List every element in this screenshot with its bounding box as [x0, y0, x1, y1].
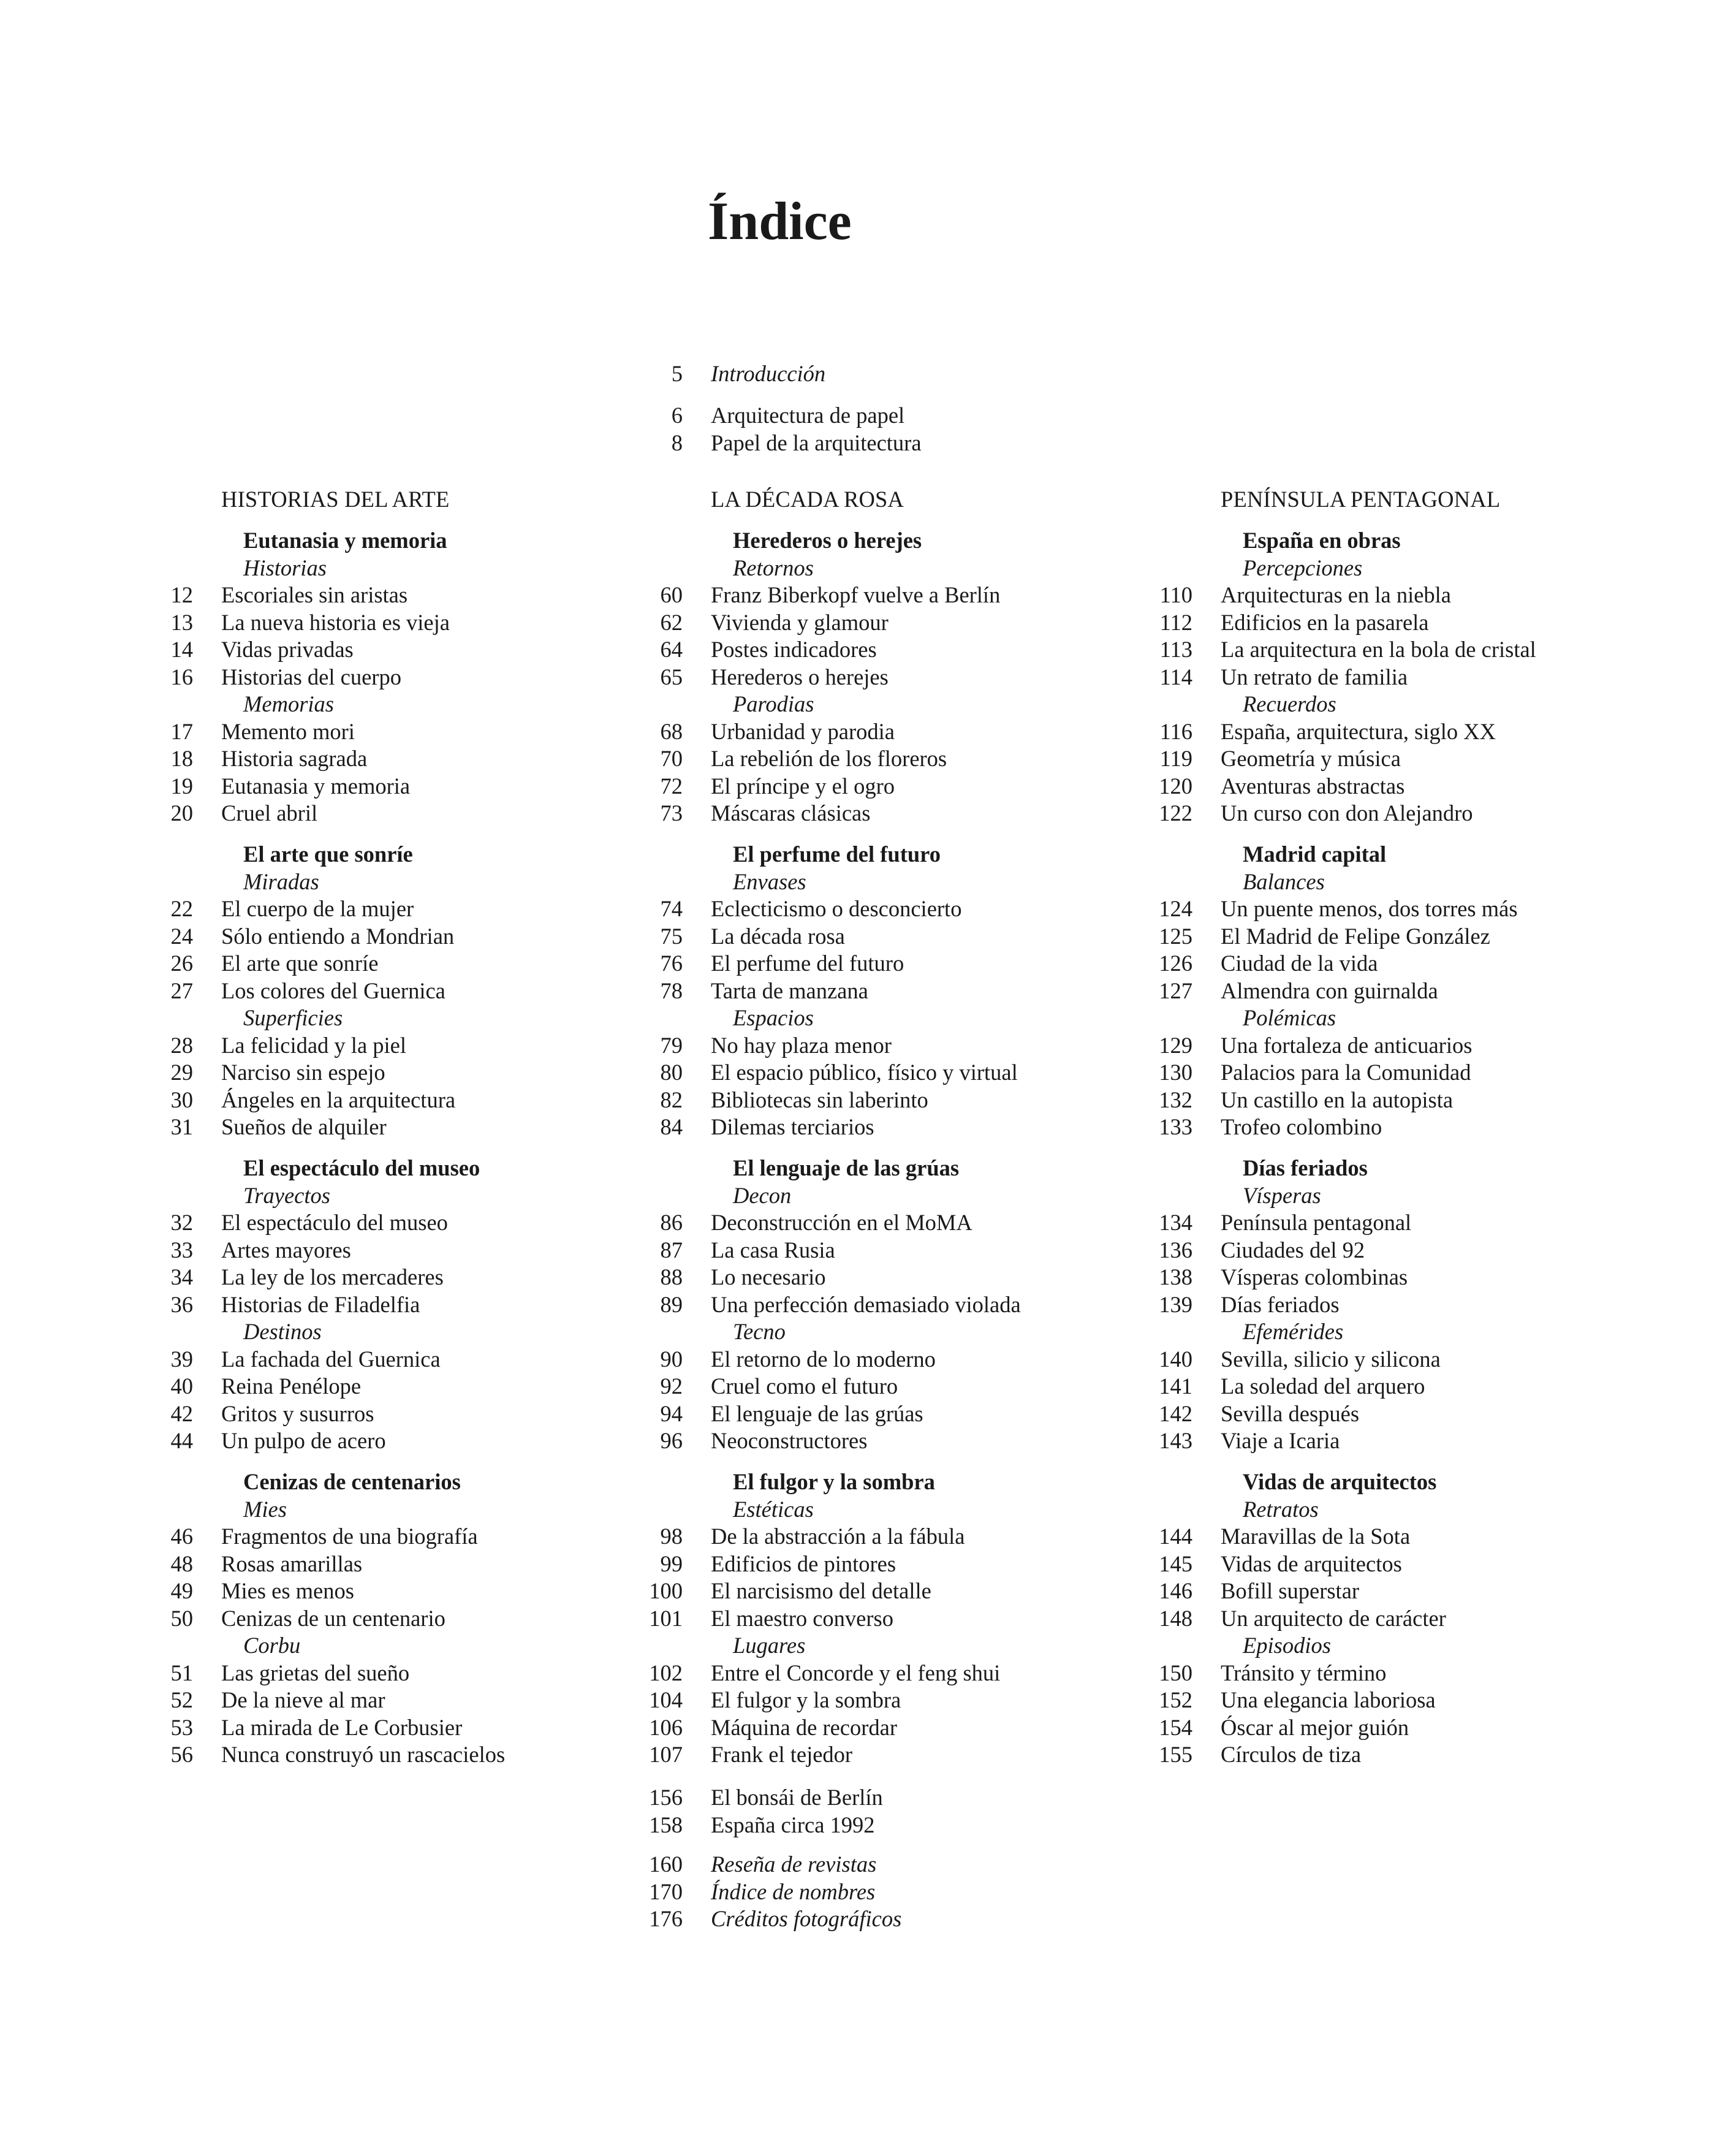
entry-title: Edificios de pintores	[711, 1551, 896, 1576]
entry-title: Dilemas terciarios	[711, 1114, 874, 1139]
page-number: 30	[170, 1087, 193, 1112]
page-number: 144	[1159, 1524, 1192, 1549]
page-number: 152	[1159, 1687, 1192, 1712]
page-number: 176	[649, 1906, 683, 1931]
page-number: 101	[649, 1605, 683, 1631]
page-number: 140	[1159, 1346, 1192, 1372]
entry-title: Índice de nombres	[711, 1878, 876, 1904]
page-number: 17	[170, 718, 193, 744]
entry-title: Eutanasia y memoria	[221, 773, 411, 799]
entry-title: Un pulpo de acero	[221, 1428, 386, 1453]
page-number: 27	[170, 978, 193, 1003]
entry-title: El lenguaje de las grúas	[711, 1400, 923, 1426]
entry-title: Un curso con don Alejandro	[1221, 800, 1473, 826]
entry-title: Introducción	[711, 361, 826, 386]
entry-title: El retorno de lo moderno	[711, 1346, 936, 1372]
entry-title: Escoriales sin aristas	[221, 582, 408, 607]
entry-title: Cruel como el futuro	[711, 1373, 898, 1399]
entry-title: Palacios para la Comunidad	[1221, 1060, 1471, 1085]
page-number: 36	[170, 1291, 193, 1317]
entry-title: El espacio público, físico y virtual	[711, 1060, 1018, 1085]
entry-title: El arte que sonríe	[221, 951, 379, 976]
group-heading-text: Eutanasia y memoria	[243, 528, 447, 553]
entry-title: La rebelión de los floreros	[711, 746, 947, 771]
entry-title: Frank el tejedor	[711, 1742, 853, 1767]
subgroup-label-text: Retratos	[1243, 1496, 1319, 1522]
page-number: 138	[1159, 1264, 1192, 1290]
page-number: 64	[660, 637, 683, 662]
entry-title: Historias del cuerpo	[221, 664, 401, 689]
subgroup-label-text: Estéticas	[733, 1496, 814, 1522]
page-number: 89	[660, 1291, 683, 1317]
page-number: 134	[1159, 1210, 1192, 1235]
group-heading-text: España en obras	[1243, 528, 1401, 553]
entry-title: Sevilla, silicio y silicona	[1221, 1346, 1441, 1372]
entry-title: La nueva historia es vieja	[221, 609, 450, 635]
page-number: 14	[170, 637, 193, 662]
entry-title: Reseña de revistas	[711, 1852, 877, 1877]
entry-title: Una fortaleza de anticuarios	[1221, 1032, 1473, 1058]
page-number: 68	[660, 718, 683, 744]
page-number: 82	[660, 1087, 683, 1112]
page-number: 92	[660, 1373, 683, 1399]
entry-title: Franz Biberkopf vuelve a Berlín	[711, 582, 1001, 607]
page-number: 80	[660, 1060, 683, 1085]
page-number: 46	[170, 1524, 193, 1549]
page-number: 50	[170, 1605, 193, 1631]
entry-title: La fachada del Guernica	[221, 1346, 441, 1372]
page-number: 99	[660, 1551, 683, 1576]
entry-title: Créditos fotográficos	[711, 1906, 902, 1931]
subgroup-label-text: Corbu	[243, 1633, 301, 1658]
entry-title: Sevilla después	[1221, 1400, 1360, 1426]
page-number: 106	[649, 1714, 683, 1740]
entry-title: Rosas amarillas	[221, 1551, 363, 1576]
page-number: 86	[660, 1210, 683, 1235]
page-number: 130	[1159, 1060, 1192, 1085]
entry-title: Sólo entiendo a Mondrian	[221, 923, 455, 949]
subgroup-label-text: Polémicas	[1243, 1005, 1336, 1030]
page-number: 88	[660, 1264, 683, 1290]
entry-title: Postes indicadores	[711, 637, 877, 662]
group-heading-text: El lenguaje de las grúas	[733, 1155, 960, 1180]
subgroup-label-text: Retornos	[733, 555, 814, 580]
entry-title: Historia sagrada	[221, 746, 368, 771]
page-number: 65	[660, 664, 683, 689]
page-number: 56	[170, 1742, 193, 1767]
page-number: 90	[660, 1346, 683, 1372]
entry-title: Vidas privadas	[221, 637, 354, 662]
page-number: 94	[660, 1400, 683, 1426]
entry-title: Lo necesario	[711, 1264, 826, 1290]
page-number: 75	[660, 923, 683, 949]
entry-title: Ciudades del 92	[1221, 1237, 1365, 1263]
page-number: 13	[170, 609, 193, 635]
entry-title: El Madrid de Felipe González	[1221, 923, 1490, 949]
entry-title: La mirada de Le Corbusier	[221, 1714, 463, 1740]
page-number: 98	[660, 1524, 683, 1549]
page-number: 44	[170, 1428, 193, 1453]
page-number: 74	[660, 896, 683, 921]
entry-title: Máquina de recordar	[711, 1714, 898, 1740]
group-heading-text: El espectáculo del museo	[243, 1155, 480, 1180]
page-number: 145	[1159, 1551, 1192, 1576]
page-number: 16	[170, 664, 193, 689]
group-heading-text: Cenizas de centenarios	[243, 1469, 461, 1494]
page-number: 5	[671, 361, 683, 386]
page-number: 116	[1159, 718, 1192, 744]
entry-title: Un arquitecto de carácter	[1221, 1605, 1446, 1631]
entry-title: Bibliotecas sin laberinto	[711, 1087, 928, 1112]
page-number: 125	[1159, 923, 1192, 949]
entry-title: Artes mayores	[221, 1237, 351, 1263]
page-number: 110	[1159, 582, 1192, 607]
page-number: 158	[649, 1812, 683, 1837]
page-number: 132	[1159, 1087, 1192, 1112]
entry-title: Una elegancia laboriosa	[1221, 1687, 1436, 1712]
entry-title: La ley de los mercaderes	[221, 1264, 444, 1290]
entry-title: Mies es menos	[221, 1578, 354, 1603]
entry-title: Ángeles en la arquitectura	[221, 1087, 456, 1112]
subgroup-label-text: Superficies	[243, 1005, 343, 1030]
section-title: HISTORIAS DEL ARTE	[221, 487, 450, 512]
entry-title: La casa Rusia	[711, 1237, 835, 1263]
subgroup-label-text: Recuerdos	[1243, 691, 1336, 716]
page-number: 119	[1159, 746, 1192, 771]
entry-title: Las grietas del sueño	[221, 1660, 410, 1685]
page-number: 155	[1159, 1742, 1192, 1767]
entry-title: El maestro converso	[711, 1605, 893, 1631]
section-title: PENÍNSULA PENTAGONAL	[1221, 487, 1501, 512]
page-number: 8	[671, 430, 683, 455]
page-number: 112	[1159, 609, 1192, 635]
page-number: 22	[170, 896, 193, 921]
subgroup-label-text: Decon	[733, 1182, 792, 1208]
page-title: Índice	[708, 192, 852, 251]
page-number: 136	[1159, 1237, 1192, 1263]
entry-title: Un puente menos, dos torres más	[1221, 896, 1518, 921]
page-number: 139	[1159, 1291, 1192, 1317]
entry-title: Fragmentos de una biografía	[221, 1524, 478, 1549]
entry-title: El narcisismo del detalle	[711, 1578, 931, 1603]
entry-title: La felicidad y la piel	[221, 1032, 406, 1058]
entry-title: Cenizas de un centenario	[221, 1605, 445, 1631]
subgroup-label-text: Memorias	[243, 691, 335, 716]
entry-title: España circa 1992	[711, 1812, 875, 1837]
page-number: 33	[170, 1237, 193, 1263]
group-heading-text: Madrid capital	[1243, 841, 1387, 867]
entry-title: El cuerpo de la mujer	[221, 896, 414, 921]
entry-title: Herederos o herejes	[711, 664, 889, 689]
entry-title: El príncipe y el ogro	[711, 773, 895, 799]
page-number: 6	[671, 403, 683, 428]
page-number: 62	[660, 609, 683, 635]
subgroup-label-text: Tecno	[733, 1319, 786, 1344]
subgroup-label-text: Historias	[243, 555, 327, 580]
page-number: 124	[1159, 896, 1192, 921]
page-number: 28	[170, 1032, 193, 1058]
page-number: 32	[170, 1210, 193, 1235]
entry-title: Ciudad de la vida	[1221, 951, 1378, 976]
entry-title: Narciso sin espejo	[221, 1060, 385, 1085]
entry-title: Cruel abril	[221, 800, 318, 826]
entry-title: Los colores del Guernica	[221, 978, 445, 1003]
page-number: 48	[170, 1551, 193, 1576]
entry-title: Edificios en la pasarela	[1221, 609, 1429, 635]
subgroup-label-text: Destinos	[243, 1319, 322, 1344]
entry-title: Aventuras abstractas	[1221, 773, 1405, 799]
page-number: 73	[660, 800, 683, 826]
page-number: 79	[660, 1032, 683, 1058]
entry-title: Vidas de arquitectos	[1221, 1551, 1402, 1576]
entry-title: Almendra con guirnalda	[1221, 978, 1438, 1003]
page-number: 102	[649, 1660, 683, 1685]
entry-title: Eclecticismo o desconcierto	[711, 896, 962, 921]
entry-title: Maravillas de la Sota	[1221, 1524, 1411, 1549]
entry-title: No hay plaza menor	[711, 1032, 892, 1058]
page-number: 40	[170, 1373, 193, 1399]
page-number: 60	[660, 582, 683, 607]
page-number: 26	[170, 951, 193, 976]
entry-title: Geometría y música	[1221, 746, 1401, 771]
page-number: 53	[170, 1714, 193, 1740]
page-number: 78	[660, 978, 683, 1003]
entry-title: Un castillo en la autopista	[1221, 1087, 1454, 1112]
page-number: 120	[1159, 773, 1192, 799]
entry-title: Círculos de tiza	[1221, 1742, 1362, 1767]
entry-title: Deconstrucción en el MoMA	[711, 1210, 972, 1235]
page-number: 96	[660, 1428, 683, 1453]
page-number: 51	[170, 1660, 193, 1685]
entry-title: Días feriados	[1221, 1291, 1340, 1317]
group-heading-text: El fulgor y la sombra	[733, 1469, 935, 1494]
entry-title: De la abstracción a la fábula	[711, 1524, 965, 1549]
entry-title: Tránsito y término	[1221, 1660, 1387, 1685]
entry-title: Óscar al mejor guión	[1221, 1714, 1409, 1740]
page-number: 148	[1159, 1605, 1192, 1631]
page-number: 20	[170, 800, 193, 826]
page-number: 170	[649, 1878, 683, 1904]
page-number: 19	[170, 773, 193, 799]
subgroup-label-text: Trayectos	[243, 1182, 330, 1208]
page-number: 39	[170, 1346, 193, 1372]
entry-title: Trofeo colombino	[1221, 1114, 1382, 1139]
page-number: 133	[1159, 1114, 1192, 1139]
page-number: 104	[649, 1687, 683, 1712]
page-number: 42	[170, 1400, 193, 1426]
entry-title: Gritos y susurros	[221, 1400, 374, 1426]
entry-title: Nunca construyó un rascacielos	[221, 1742, 506, 1767]
page-number: 34	[170, 1264, 193, 1290]
entry-title: El espectáculo del museo	[221, 1210, 448, 1235]
page-number: 126	[1159, 951, 1192, 976]
entry-title: Historias de Filadelfia	[221, 1291, 420, 1317]
subgroup-label-text: Percepciones	[1243, 555, 1363, 580]
group-heading-text: Herederos o herejes	[733, 528, 922, 553]
group-heading-text: El perfume del futuro	[733, 841, 941, 867]
page-number: 141	[1159, 1373, 1192, 1399]
page-number: 160	[649, 1852, 683, 1877]
page-number: 129	[1159, 1032, 1192, 1058]
page-number: 76	[660, 951, 683, 976]
group-heading-text: Días feriados	[1243, 1155, 1368, 1180]
page-number: 72	[660, 773, 683, 799]
page-number: 70	[660, 746, 683, 771]
entry-title: España, arquitectura, siglo XX	[1221, 718, 1496, 744]
subgroup-label-text: Espacios	[733, 1005, 814, 1030]
entry-title: La soledad del arquero	[1221, 1373, 1425, 1399]
page-number: 146	[1159, 1578, 1192, 1603]
page-number: 52	[170, 1687, 193, 1712]
entry-title: La arquitectura en la bola de cristal	[1221, 637, 1536, 662]
entry-title: Entre el Concorde y el feng shui	[711, 1660, 1001, 1685]
page-number: 24	[170, 923, 193, 949]
entry-title: Tarta de manzana	[711, 978, 868, 1003]
page-number: 100	[649, 1578, 683, 1603]
entry-title: Vísperas colombinas	[1221, 1264, 1408, 1290]
entry-title: De la nieve al mar	[221, 1687, 385, 1712]
page-number: 31	[170, 1114, 193, 1139]
page-number: 122	[1159, 800, 1192, 826]
page-number: 87	[660, 1237, 683, 1263]
page-number: 143	[1159, 1428, 1192, 1453]
page-number: 150	[1159, 1660, 1192, 1685]
entry-title: Bofill superstar	[1221, 1578, 1360, 1603]
page-number: 142	[1159, 1400, 1192, 1426]
entry-title: Arquitectura de papel	[711, 403, 905, 428]
page-number: 114	[1159, 664, 1192, 689]
entry-title: Reina Penélope	[221, 1373, 362, 1399]
group-heading-text: El arte que sonríe	[243, 841, 413, 867]
entry-title: Una perfección demasiado violada	[711, 1291, 1021, 1317]
page-number: 156	[649, 1785, 683, 1810]
entry-title: Un retrato de familia	[1221, 664, 1408, 689]
entry-title: La década rosa	[711, 923, 845, 949]
subgroup-label-text: Balances	[1243, 868, 1325, 894]
page-number: 84	[660, 1114, 683, 1139]
entry-title: Vivienda y glamour	[711, 609, 889, 635]
entry-title: Sueños de alquiler	[221, 1114, 387, 1139]
entry-title: Viaje a Icaria	[1221, 1428, 1340, 1453]
subgroup-label-text: Vísperas	[1243, 1182, 1321, 1208]
page-number: 127	[1159, 978, 1192, 1003]
page-number: 49	[170, 1578, 193, 1603]
page-number: 107	[649, 1742, 683, 1767]
entry-title: El perfume del futuro	[711, 951, 904, 976]
subgroup-label-text: Episodios	[1243, 1633, 1331, 1658]
page-number: 18	[170, 746, 193, 771]
entry-title: Urbanidad y parodia	[711, 718, 895, 744]
subgroup-label-text: Mies	[243, 1496, 287, 1522]
page-number: 113	[1159, 637, 1192, 662]
entry-title: El fulgor y la sombra	[711, 1687, 901, 1712]
entry-title: El bonsái de Berlín	[711, 1785, 883, 1810]
entry-title: Arquitecturas en la niebla	[1221, 582, 1451, 607]
subgroup-label-text: Envases	[733, 868, 806, 894]
entry-title: Neoconstructores	[711, 1428, 868, 1453]
entry-title: Memento mori	[221, 718, 355, 744]
page-number: 29	[170, 1060, 193, 1085]
subgroup-label-text: Parodias	[733, 691, 814, 716]
page-number: 154	[1159, 1714, 1192, 1740]
entry-title: Máscaras clásicas	[711, 800, 871, 826]
page-number: 12	[170, 582, 193, 607]
group-heading-text: Vidas de arquitectos	[1243, 1469, 1437, 1494]
section-title: LA DÉCADA ROSA	[711, 487, 904, 512]
subgroup-label-text: Lugares	[733, 1633, 806, 1658]
subgroup-label-text: Efemérides	[1243, 1319, 1344, 1344]
subgroup-label-text: Miradas	[243, 868, 319, 894]
entry-title: Península pentagonal	[1221, 1210, 1412, 1235]
entry-title: Papel de la arquitectura	[711, 430, 922, 455]
